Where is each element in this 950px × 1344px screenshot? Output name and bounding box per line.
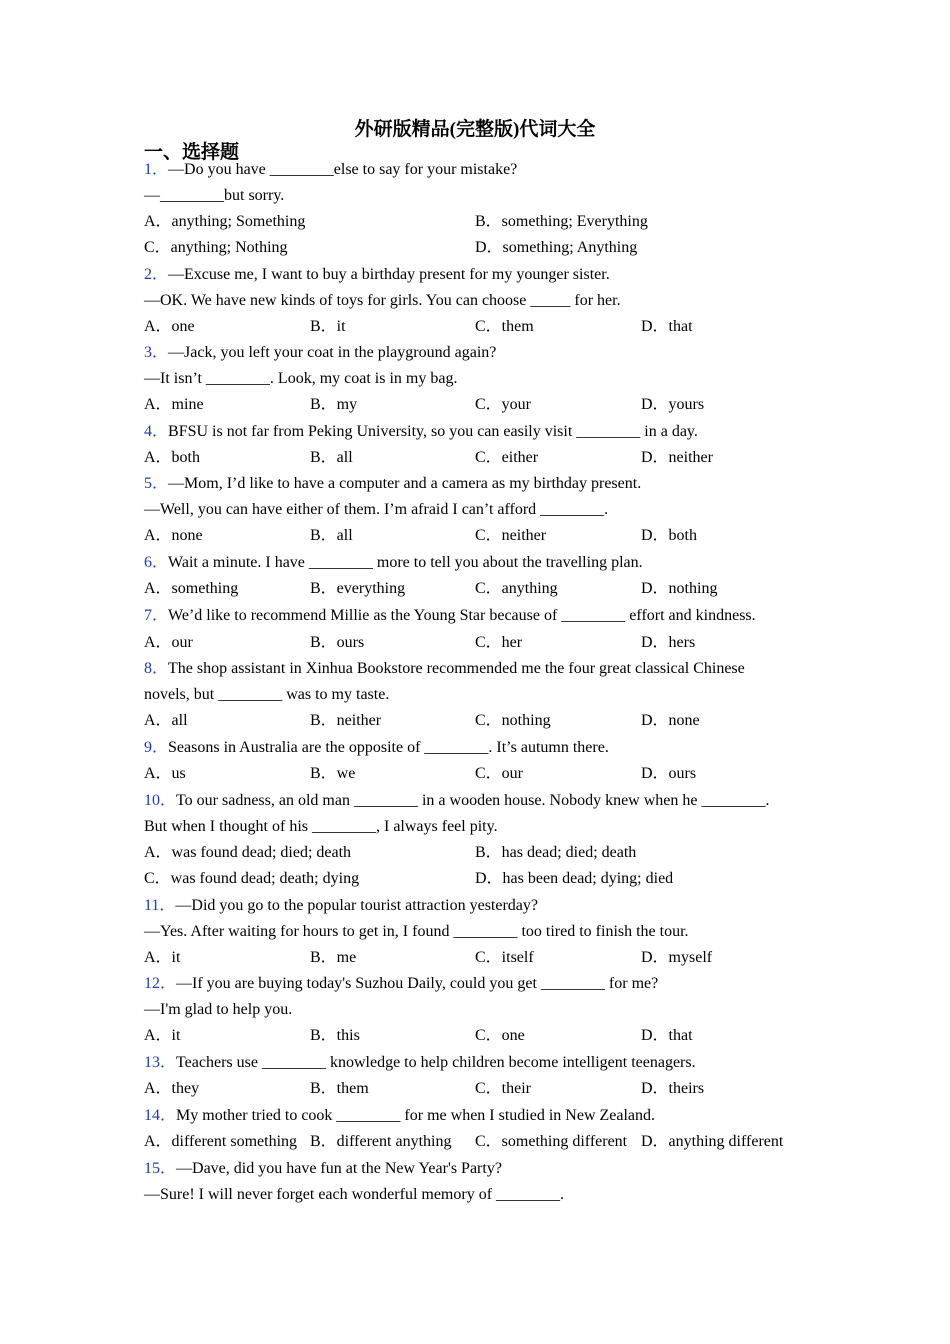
question-5-line-1: 5．—Mom, I’d like to have a computer and a camera as my birthday present. (144, 475, 642, 492)
question-3-line-1: 3．—Jack, you left your coat in the playground again? (144, 344, 497, 361)
question-4-option-a: A．both (144, 449, 201, 466)
question-11-option-a: A．it (144, 949, 181, 966)
question-3-line-2: —It isn’t ________. Look, my coat is in my bag. (144, 370, 458, 387)
question-4-line-1: 4．BFSU is not far from Peking University, so you can easily visit ________ in a day. (144, 423, 698, 440)
question-6-option-c: C．anything (475, 580, 558, 597)
question-7-option-c: C．her (475, 634, 523, 651)
question-number: 11． (144, 897, 176, 914)
question-5-option-a: A．none (144, 527, 203, 544)
question-11-option-b: B．me (310, 949, 357, 966)
question-2-option-a: A．one (144, 318, 195, 335)
question-1-option-d: D．something; Anything (475, 239, 638, 256)
question-5-option-d: D．both (641, 527, 698, 544)
question-9-line-1: 9．Seasons in Australia are the opposite of ________. It’s autumn there. (144, 739, 609, 756)
question-1-option-c: C．anything; Nothing (144, 239, 288, 256)
question-14-option-d: D．anything different (641, 1133, 784, 1150)
question-1-line-2: —________but sorry. (144, 187, 285, 204)
question-11-option-c: C．itself (475, 949, 534, 966)
question-number: 8． (144, 660, 169, 677)
question-2-option-c: C．them (475, 318, 534, 335)
question-5-option-c: C．neither (475, 527, 547, 544)
question-number: 15． (144, 1160, 177, 1177)
question-14-option-c: C．something different (475, 1133, 628, 1150)
question-12-option-b: B．this (310, 1027, 360, 1044)
question-8-option-a: A．all (144, 712, 188, 729)
question-7-line-1: 7．We’d like to recommend Millie as the Young Star because of ________ effort and kindness. (144, 607, 756, 624)
question-4-option-b: B．all (310, 449, 353, 466)
question-12-line-1: 12．—If you are buying today's Suzhou Daily, could you get ________ for me? (144, 975, 659, 992)
question-11-line-2: —Yes. After waiting for hours to get in, I found ________ too tired to finish the tour. (144, 923, 689, 940)
question-number: 7． (144, 607, 169, 624)
question-15-line-1: 15．—Dave, did you have fun at the New Year's Party? (144, 1160, 502, 1177)
question-13-option-d: D．theirs (641, 1080, 705, 1097)
question-number: 13． (144, 1054, 177, 1071)
question-10-option-d: D．has been dead; dying; died (475, 870, 674, 887)
question-11-option-d: D．myself (641, 949, 713, 966)
question-14-option-a: A．different something (144, 1133, 298, 1150)
question-2-line-1: 2．—Excuse me, I want to buy a birthday present for my younger sister. (144, 266, 610, 283)
question-8-line-1: 8．The shop assistant in Xinhua Bookstore recommended me the four great classical Chinese (144, 660, 745, 677)
document-title: 外研版精品(完整版)代词大全 (354, 119, 596, 140)
question-13-option-b: B．them (310, 1080, 369, 1097)
question-number: 12． (144, 975, 177, 992)
question-8-option-d: D．none (641, 712, 700, 729)
section-heading: 一、选择题 (144, 142, 240, 163)
question-number: 14． (144, 1107, 177, 1124)
question-4-option-c: C．either (475, 449, 539, 466)
question-number: 2． (144, 266, 169, 283)
question-9-option-d: D．ours (641, 765, 697, 782)
question-2-option-b: B．it (310, 318, 346, 335)
question-8-option-c: C．nothing (475, 712, 551, 729)
question-4-option-d: D．neither (641, 449, 713, 466)
question-number: 4． (144, 423, 169, 440)
question-5-line-2: —Well, you can have either of them. I’m afraid I can’t afford ________. (144, 501, 609, 518)
question-9-option-b: B．we (310, 765, 356, 782)
question-13-option-c: C．their (475, 1080, 531, 1097)
question-2-option-d: D．that (641, 318, 693, 335)
question-12-option-d: D．that (641, 1027, 693, 1044)
question-12-line-2: —I'm glad to help you. (144, 1001, 293, 1018)
question-7-option-d: D．hers (641, 634, 696, 651)
question-10-option-c: C．was found dead; death; dying (144, 870, 360, 887)
question-2-line-2: —OK. We have new kinds of toys for girls. You can choose _____ for her. (144, 292, 621, 309)
question-15-line-2: —Sure! I will never forget each wonderful memory of ________. (144, 1186, 565, 1203)
question-12-option-c: C．one (475, 1027, 525, 1044)
question-3-option-b: B．my (310, 396, 358, 413)
question-10-line-2: But when I thought of his ________, I always feel pity. (144, 818, 498, 835)
question-1-option-b: B．something; Everything (475, 213, 648, 230)
question-8-line-2: novels, but ________ was to my taste. (144, 686, 390, 703)
question-1-line-1: 1．—Do you have ________else to say for your mistake? (144, 161, 518, 178)
question-6-option-a: A．something (144, 580, 239, 597)
question-6-option-d: D．nothing (641, 580, 718, 597)
question-3-option-a: A．mine (144, 396, 204, 413)
question-14-option-b: B．different anything (310, 1133, 452, 1150)
question-8-option-b: B．neither (310, 712, 382, 729)
question-13-option-a: A．they (144, 1080, 200, 1097)
question-number: 6． (144, 554, 169, 571)
question-9-option-c: C．our (475, 765, 524, 782)
question-number: 9． (144, 739, 169, 756)
question-number: 10． (144, 792, 177, 809)
question-10-option-a: A．was found dead; died; death (144, 844, 352, 861)
question-7-option-a: A．our (144, 634, 193, 651)
question-14-line-1: 14．My mother tried to cook ________ for me when I studied in New Zealand. (144, 1107, 656, 1124)
question-10-option-b: B．has dead; died; death (475, 844, 637, 861)
question-6-option-b: B．everything (310, 580, 406, 597)
question-6-line-1: 6．Wait a minute. I have ________ more to tell you about the travelling plan. (144, 554, 643, 571)
question-12-option-a: A．it (144, 1027, 181, 1044)
question-11-line-1: 11．—Did you go to the popular tourist attraction yesterday? (144, 897, 538, 914)
question-3-option-d: D．yours (641, 396, 705, 413)
question-10-line-1: 10．To our sadness, an old man ________ in a wooden house. Nobody knew when he ________. (144, 792, 770, 809)
question-number: 1． (144, 161, 169, 178)
question-7-option-b: B．ours (310, 634, 365, 651)
question-5-option-b: B．all (310, 527, 353, 544)
question-3-option-c: C．your (475, 396, 532, 413)
question-9-option-a: A．us (144, 765, 186, 782)
question-13-line-1: 13．Teachers use ________ knowledge to help children become intelligent teenagers. (144, 1054, 696, 1071)
question-number: 5． (144, 475, 169, 492)
question-number: 3． (144, 344, 169, 361)
question-1-option-a: A．anything; Something (144, 213, 306, 230)
